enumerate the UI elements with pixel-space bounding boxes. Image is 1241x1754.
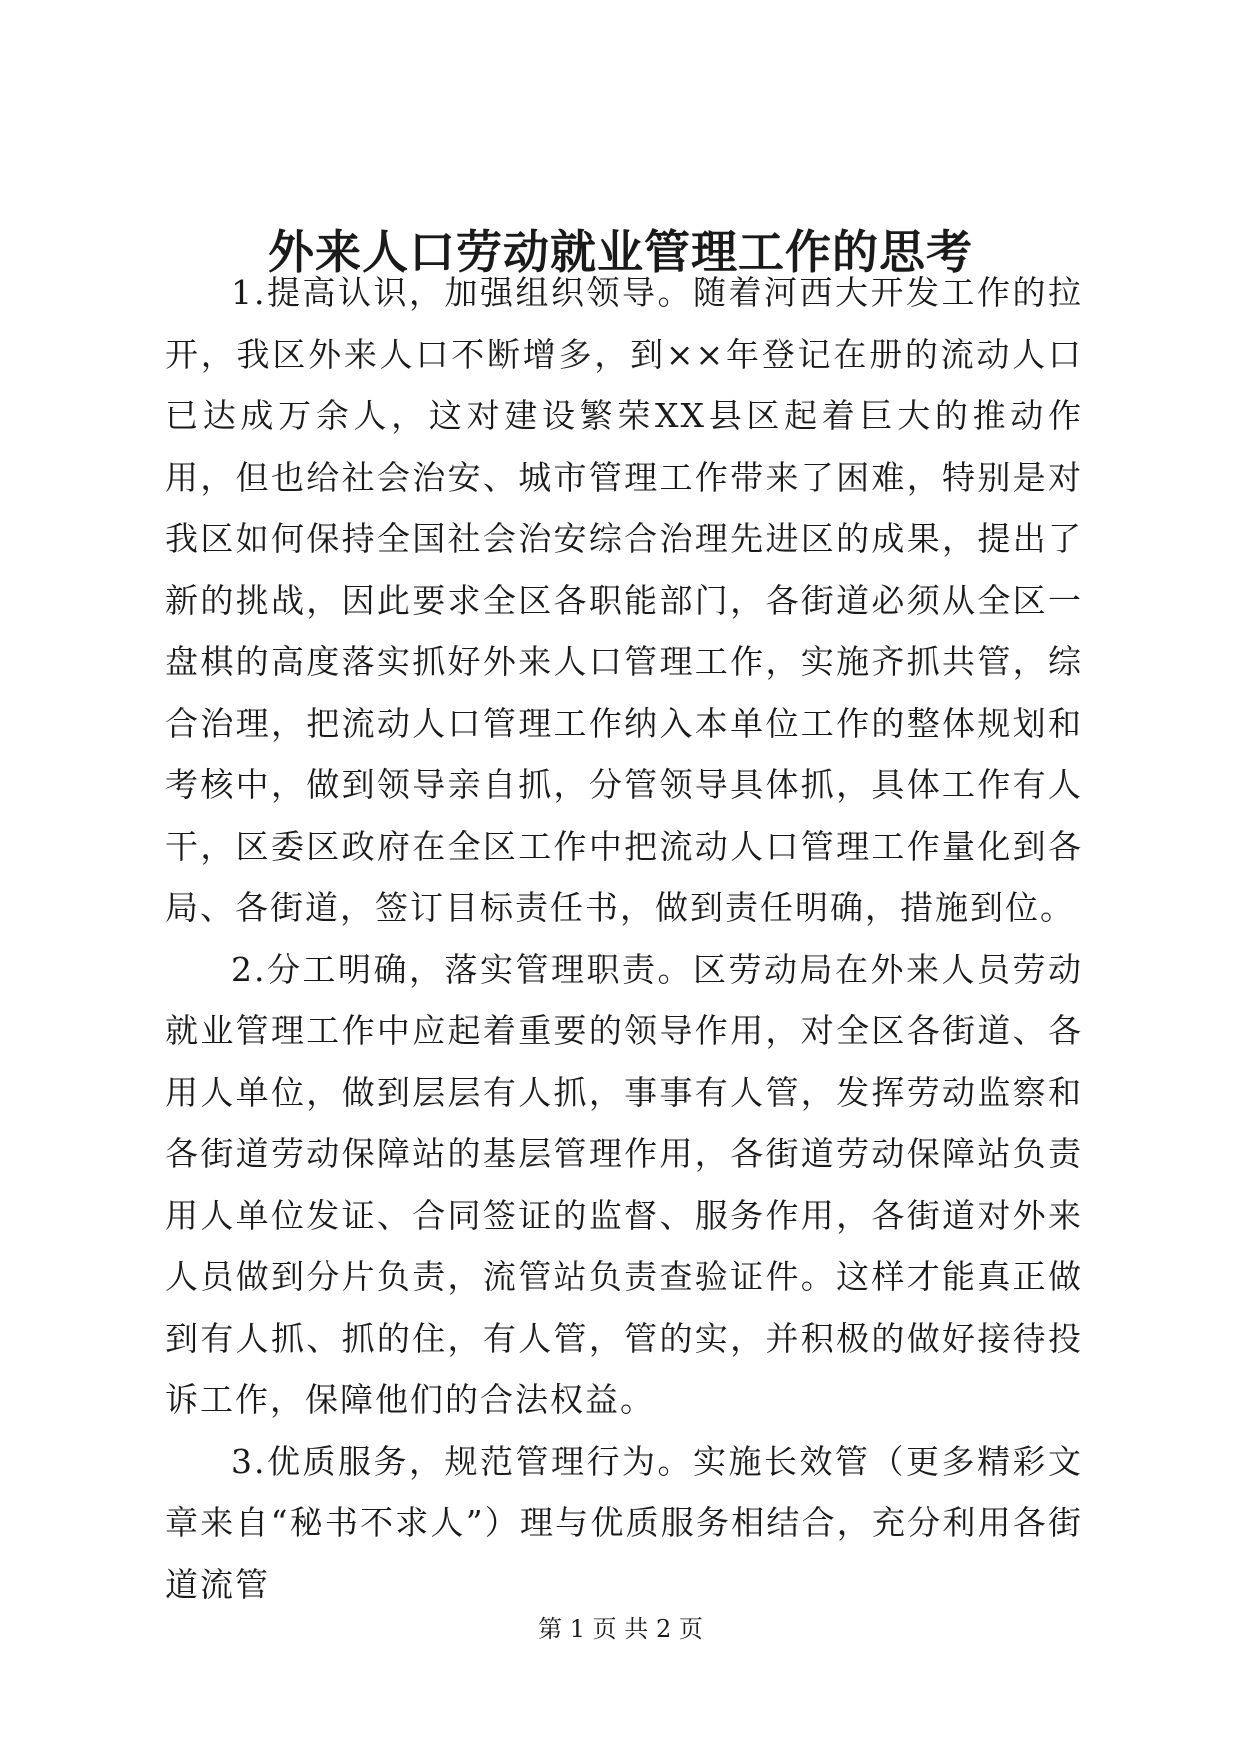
paragraph-2: 2.分工明确，落实管理职责。区劳动局在外来人员劳动就业管理工作中应起着重要的领导作用，对全区各街道、各用人单位，做到层层有人抓，事事有人管，发挥劳动监察和各街道劳动保障站的基层管理作用，各街道劳动保障站负责用人单位发证、合同签证的监督、服务作用，各街道对外来人员做到分片负责，流管站负责查验证件。这样才能真正做到有人抓、抓的住，有人管，管的实，并积极的做好接待投诉工作，保障他们的合法权益。 — [165, 949, 1083, 1419]
paragraph-3: 3.优质服务，规范管理行为。实施长效管（更多精彩文章来自“秘书不求人”）理与优质服务相结合，充分利用各街道流管 — [165, 1441, 1083, 1604]
document-title: 外来人口劳动就业管理工作的思考 — [268, 225, 973, 279]
document-body — [165, 262, 1083, 1615]
paragraph-1: 1.提高认识，加强组织领导。随着河西大开发工作的拉开，我区外来人口不断增多，到××年登记在册的流动人口已达成万余人，这对建设繁荣XX县区起着巨大的推动作用，但也给社会治安、城市管理工作带来了困难，特别是对我区如何保持全国社会治安综合治理先进区的成果，提出了新的挑战，因此要求全区各职能部门，各街道必须从全区一盘棋的高度落实抓好外来人口管理工作，实施齐抓共管，综合治理，把流动人口管理工作纳入本单位工作的整体规划和考核中，做到领导亲自抓，分管领导具体抓，具体工作有人干，区委区政府在全区工作中把流动人口管理工作量化到各局、各街道，签订目标责任书，做到责任明确，措施到位。 — [165, 273, 1083, 927]
page-footer: 第 1 页 共 2 页 — [538, 1615, 703, 1643]
